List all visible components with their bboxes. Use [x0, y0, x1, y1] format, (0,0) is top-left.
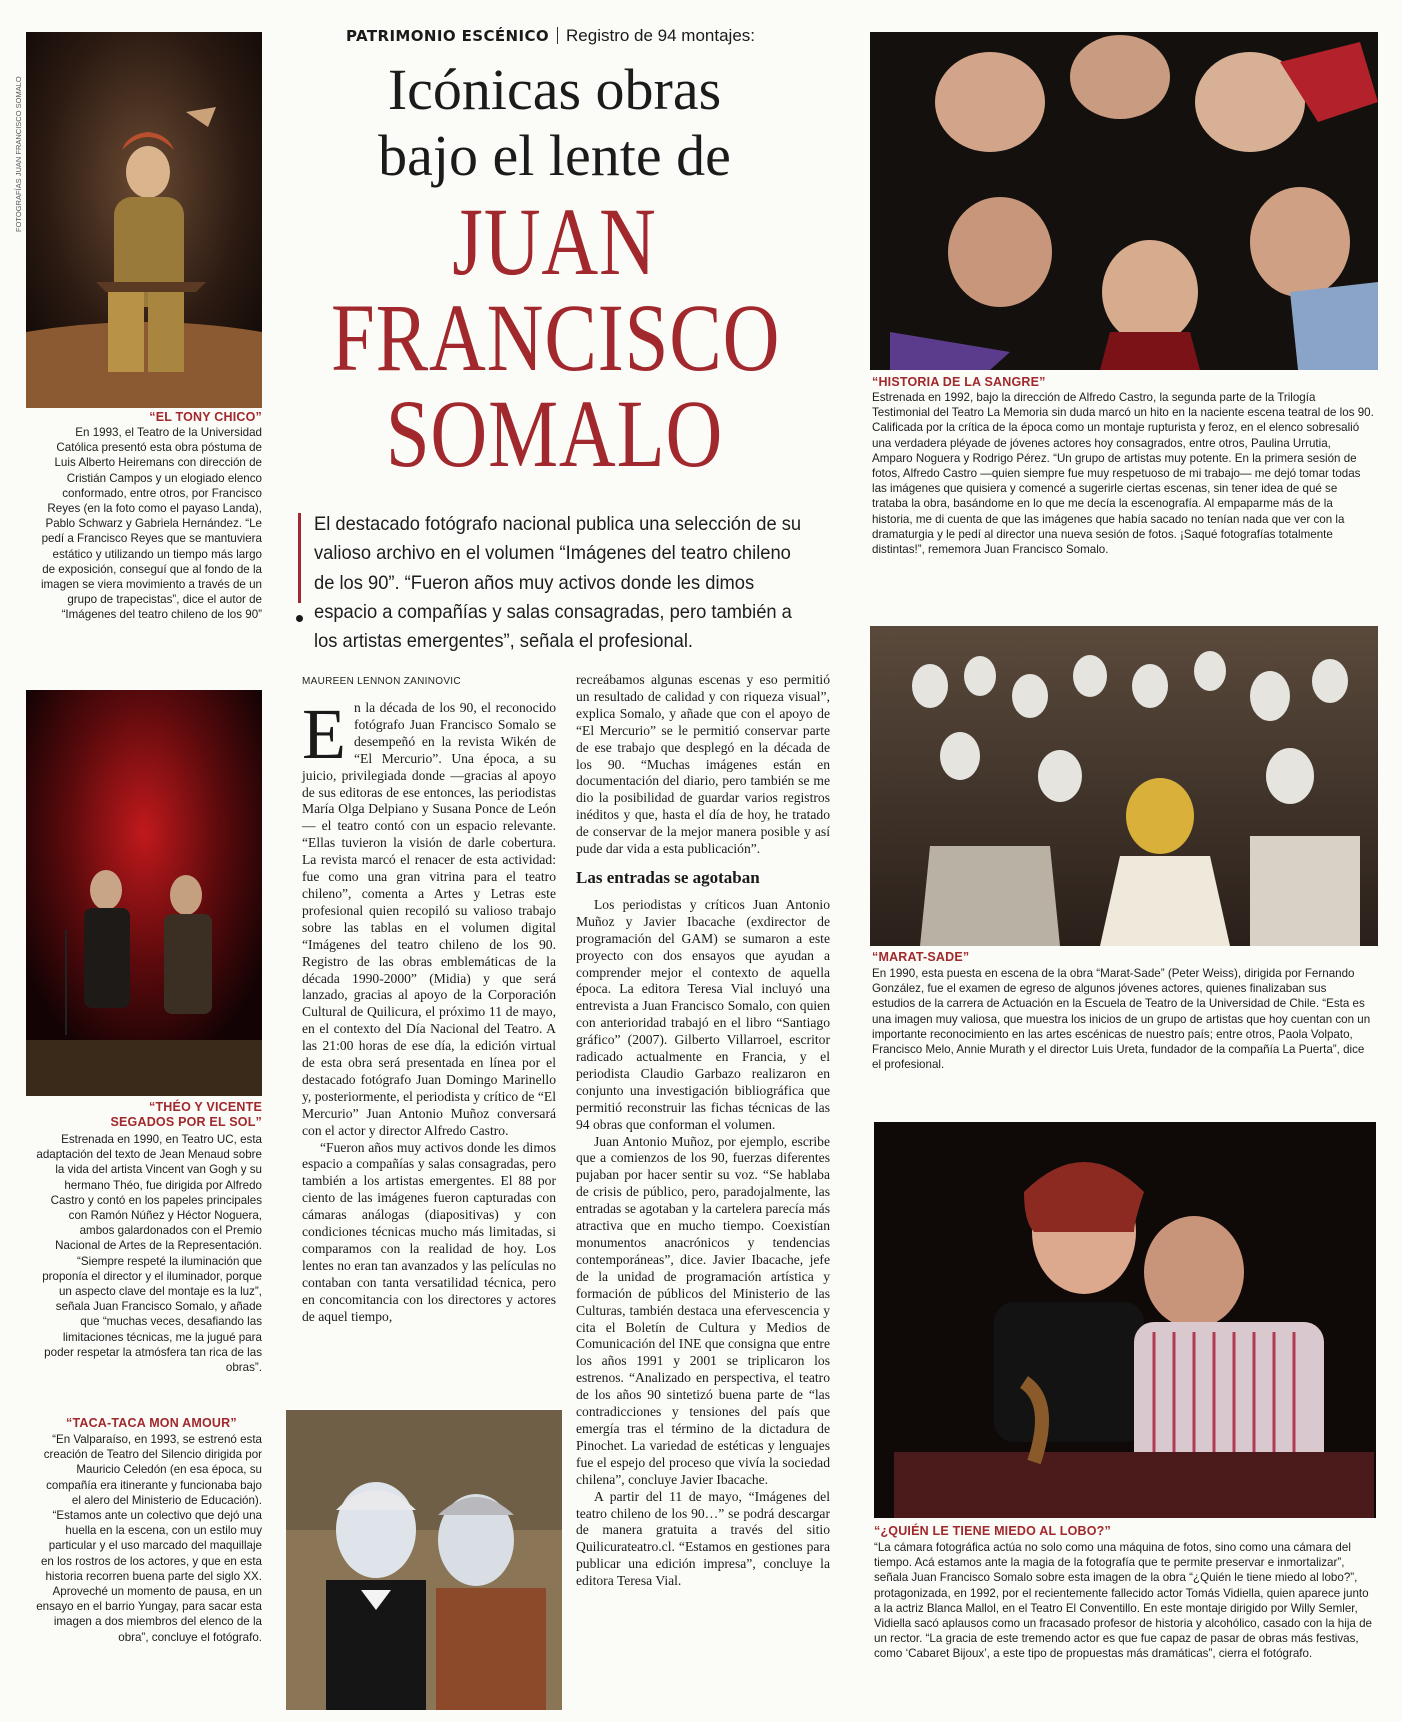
section-label: PATRIMONIO ESCÉNICO	[346, 27, 550, 45]
lede-accent-bar	[298, 513, 301, 603]
kicker-divider	[557, 27, 558, 44]
photo-taca-taca	[286, 1410, 562, 1710]
article-subhead: Las entradas se agotaban	[576, 867, 760, 887]
caption-title-lobo: “¿QUIÉN LE TIENE MIEDO AL LOBO?”	[874, 1524, 1111, 1538]
photo-theo-y-vicente	[26, 690, 262, 1096]
lede-bullet	[296, 615, 303, 622]
headline-name-2: FRANCISCO	[331, 284, 781, 391]
photo-credit: FOTOGRAFÍAS JUAN FRANCISCO SOMALO	[14, 76, 23, 232]
dropcap: E	[302, 694, 346, 774]
lede: El destacado fotógrafo nacional publica una selección de su valioso archivo en el volumen “Imágenes del teatro chileno de los 90”. “Fueron años muy activos donde les dimos espacio a compañías y salas consagradas, pero también a los artistas emergentes”, señala el profesional.	[314, 513, 802, 653]
caption-text-marat: En 1990, esta puesta en escena de la obra “Marat-Sade” (Peter Weiss), dirigida por Fernando González, fue el examen de egreso de algunos jóvenes actores, quienes finalizaban sus estudios de la carrera de Actuación en la Escuela de Teatro de la Universidad de Chile. “Esta es una imagen muy valiosa, que muestra los inicios de un grupo de artistas que hoy cuentan con un importante reconocimiento en las artes escénicas de nuestro país; entre otros, Paola Volpato, Francisco Melo, Annie Murath y el director Luis Ureta, fundador de la compañía La Puerta”, dice el profesional.	[872, 967, 1371, 1072]
article-paragraph: A partir del 11 de mayo, “Imágenes del teatro chileno de los 90…” se podrá descargar de manera gratuita a través del sitio Quilicurateatro.cl. “Estamos en gestiones para publicar una edición impresa”, concluye la editora Teresa Vial.	[576, 1488, 830, 1589]
article-column-1	[302, 694, 556, 1326]
article-paragraph: n la década de los 90, el reconocido fotógrafo Juan Francisco Somalo se desempeñó en la revista Wikén de “El Mercurio”. Una época, a su juicio, privilegiada donde —gracias al apoyo de sus editoras de ese entonces, las periodistas María Olga Delpiano y Susana Ponce de León— el teatro contó con un espacio relevante. “Ellas tuvieron la visión de darle cobertura. La revista marcó el renacer de esta actividad: fue como una gran vitrina para el teatro chileno”, comenta a Artes y Letras este profesional quien recopiló su valioso trabajo sobre las tablas en el volumen digital “Imágenes del teatro chileno de los 90. Registro de las obras emblemáticas de la década 1990-2000” (Midia) y que será lanzado, gracias al apoyo de la Corporación Cultural de Quilicura, el próximo 11 de mayo, en el contexto del Día Nacional del Teatro. A las 21:00 horas de ese día, la edición virtual de esta obra será presentada en línea por el destacado fotógrafo Juan Domingo Marinello y, posteriormente, el periodista y crítico de “El Mercurio” Juan Antonio Muñoz conversará con el actor y director Alfredo Castro.	[302, 700, 556, 1138]
caption-text-sangre: Estrenada en 1992, bajo la dirección de Alfredo Castro, la segunda parte de la Trilogía Testimonial del Teatro La Memoria sin duda marcó un hito en la naciente escena teatral de los 90. Calificada por la crítica de la época como un montaje rupturista y feroz, en el elenco sobresalió una verdadera pléyade de jóvenes actores hoy consagrados, entre otros, Paulina Urrutia, Amparo Noguera y Rodrigo Pérez. “Un grupo de artistas muy potente. En la primera sesión de fotos, Alfredo Castro —quien siempre fue muy respetuoso de mi trabajo— me dejó tomar todas las imágenes que quisiera y comencé a sugerirle ciertas escenas, sin tener idea de qué se trataba la obra, basándome en lo que me decía la escenografía. Al empaparme más de la historia, me di cuenta de que las imágenes que había sacado no tenían nada que ver con la dramaturgia y le pedí al director una nueva sesión de fotos. ¡Saqué fotografías totalmente distintas!”, rememora Juan Francisco Somalo.	[872, 391, 1374, 557]
caption-title-taca: “TACA-TACA MON AMOUR”	[66, 1416, 237, 1430]
caption-title-tony: “EL TONY CHICO”	[149, 410, 262, 424]
caption-title-marat: “MARAT-SADE”	[872, 950, 970, 964]
article-column-2	[576, 672, 830, 1590]
photo-el-tony-chico	[26, 32, 262, 408]
article-paragraph: Los periodistas y críticos Juan Antonio Muñoz y Javier Ibacache (exdirector de programación del GAM) se sumaron a este proyecto con dos ensayos que ayudan a comprender mejor el contexto de aquella época. La editora Teresa Vial incluyó una entrevista a Juan Francisco Somalo, con quien con anterioridad trabajó en el libro “Santiago gráfico” (2007). Gilberto Villarroel, escritor radicado actualmente en Francia, y el periodista Claudio Garbazo realizaron en conjunto una investigación bibliográfica que permitió reconstruir las fichas técnicas de las 94 obras que conforman el volumen.	[576, 896, 830, 1132]
headline-line1: Icónicas obras	[387, 57, 722, 122]
article-paragraph: “Fueron años muy activos donde les dimos espacio a compañías y salas consagradas, pero también a los artistas emergentes. El 88 por ciento de las imágenes fueron capturadas con cámaras análogas (diapositivas) y con condiciones técnicas mucho más limitadas, si comparamos con la realidad de hoy. Los lentes no eran tan avanzados y las películas no contaban con tanta versatilidad técnica, pero en concomitancia con los directores y actores de aquel tiempo,	[302, 1139, 556, 1324]
photo-marat-sade	[870, 626, 1378, 946]
subsection-label: Registro de 94 montajes:	[566, 26, 756, 45]
caption-text-lobo: “La cámara fotográfica actúa no solo como una máquina de fotos, sino como una cámara del tiempo. Acá estamos ante la magia de la fotografía que te permite preservar e inmortalizar”, señala Juan Francisco Somalo sobre esta imagen de la obra “¿Quién le tiene miedo al lobo?”, protagonizada, en 1992, por el recientemente fallecido actor Tomás Vidiella, quien aparece junto a la actriz Blanca Mallol, en el Teatro El Conventillo. En este montaje dirigido por Willy Semler, Vidiella sacó aplausos como un fracasado profesor de historia y alcohólico, casado con la hija de un rector. “La gracia de este tremendo actor es que fue capaz de pasar de obras más festivas, como ‘Cabaret Bijoux’, a este tipo de propuestas más dramáticas”, cierra el fotógrafo.	[874, 1541, 1372, 1661]
byline: MAUREEN LENNON ZANINOVIC	[302, 676, 461, 687]
caption-text-theo: Estrenada en 1990, en Teatro UC, esta adaptación del texto de Jean Menaud sobre la vida del artista Vincent van Gogh y su hermano Théo, fue dirigida por Alfredo Castro y contó en los papeles principales con Ramón Núñez y Héctor Noguera, ambos galardonados con el Premio Nacional de Artes de la Representación. “Siempre respeté la iluminación que proponía el director y el iluminador, porque un aspecto clave del montaje es la luz”, señala Juan Francisco Somalo, y añade que “muchas veces, desafiando las limitaciones técnicas, me la jugué para poder respetar la atmósfera tan rica de las obras”.	[36, 1133, 262, 1375]
headline-name-1: JUAN	[452, 188, 657, 295]
caption-title-theo-2: SEGADOS POR EL SOL”	[110, 1115, 262, 1129]
caption-title-theo-1: “THÉO Y VICENTE	[149, 1100, 262, 1114]
caption-title-sangre: “HISTORIA DE LA SANGRE”	[872, 375, 1046, 389]
photo-historia-de-la-sangre	[870, 32, 1378, 370]
headline-name-3: SOMALO	[385, 380, 724, 487]
kicker	[346, 26, 755, 46]
article-paragraph: Juan Antonio Muñoz, por ejemplo, escribe que a comienzos de los 90, fuerzas diferentes pujaban por hacer sentir su voz. “Se hablaba de crisis de público, pero, paradojalmente, las entradas se agotaban y la cartelera parecía más atractiva que en mucho tiempo. Coexistían monumentos anacrónicos y tendencias contemporáneas”, dice. Javier Ibacache, jefe de la unidad de programación artística y formación de públicos del Ministerio de las Culturas, también destaca una efervescencia y cita el Boletín de Cultura y Medios de Comunicación del INE que consigna que entre los años 1991 y 2001 se triplicaron los estrenos. “Analizado en perspectiva, el teatro de los años 90 sintetizó buena parte de “las contradicciones y tensiones del país que emergía tras el término de la dictadura de Pinochet. La variedad de estéticas y lenguajes fue el espejo del proceso que vivía la sociedad chilena”, concluye Javier Ibacache.	[576, 1133, 830, 1487]
caption-text-taca: “En Valparaíso, en 1993, se estrenó esta creación de Teatro del Silencio dirigida por Mauricio Celedón (en esa época, su compañía era itinerante y funcionaba bajo el alero del Ministerio de Educación). “Estamos ante un colectivo que dejó una huella en la escena, con un estilo muy particular y el uso marcado del maquillaje en los rostros de los actores, y que en esta historia recorren buena parte del siglo XX. Aproveché un momento de pausa, en un ensayo en el barrio Yungay, para sacar esta imagen a dos miembros del elenco de la obra”, concluye el fotógrafo.	[36, 1433, 262, 1644]
photo-quien-le-tiene-miedo-al-lobo	[874, 1122, 1376, 1518]
caption-text-tony: En 1993, el Teatro de la Universidad Católica presentó esta obra póstuma de Luis Alberto Heiremans con dirección de Cristián Campos y un elogiado elenco conformado, entre otros, por Francisco Reyes (en la foto como el payaso Landa), Pablo Schwarz y Gabriela Hernández. “Le pedí a Francisco Reyes que se mantuviera estático y utilizando un tiempo más largo de exposición, conseguí que al fondo de la imagen se viera movimiento a través de un grupo de trapecistas”, dice el autor de “Imágenes del teatro chileno de los 90”	[40, 426, 262, 622]
headline-line2: bajo el lente de	[378, 123, 731, 188]
article-paragraph: recreábamos algunas escenas y eso permitió un resultado de calidad y con riqueza visual”, explica Somalo, y añade que con el apoyo de “El Mercurio” se le permitió conservar parte de ese trabajo que desplegó en la década de los 90. “Muchas imágenes están en documentación del diario, pero también se me dio la posibilidad de guardar varios registros inéditos y que, hasta el día de hoy, he tratado de conservar de la mejor manera posible y así pude dar vida a esta publicación”.	[576, 672, 830, 857]
